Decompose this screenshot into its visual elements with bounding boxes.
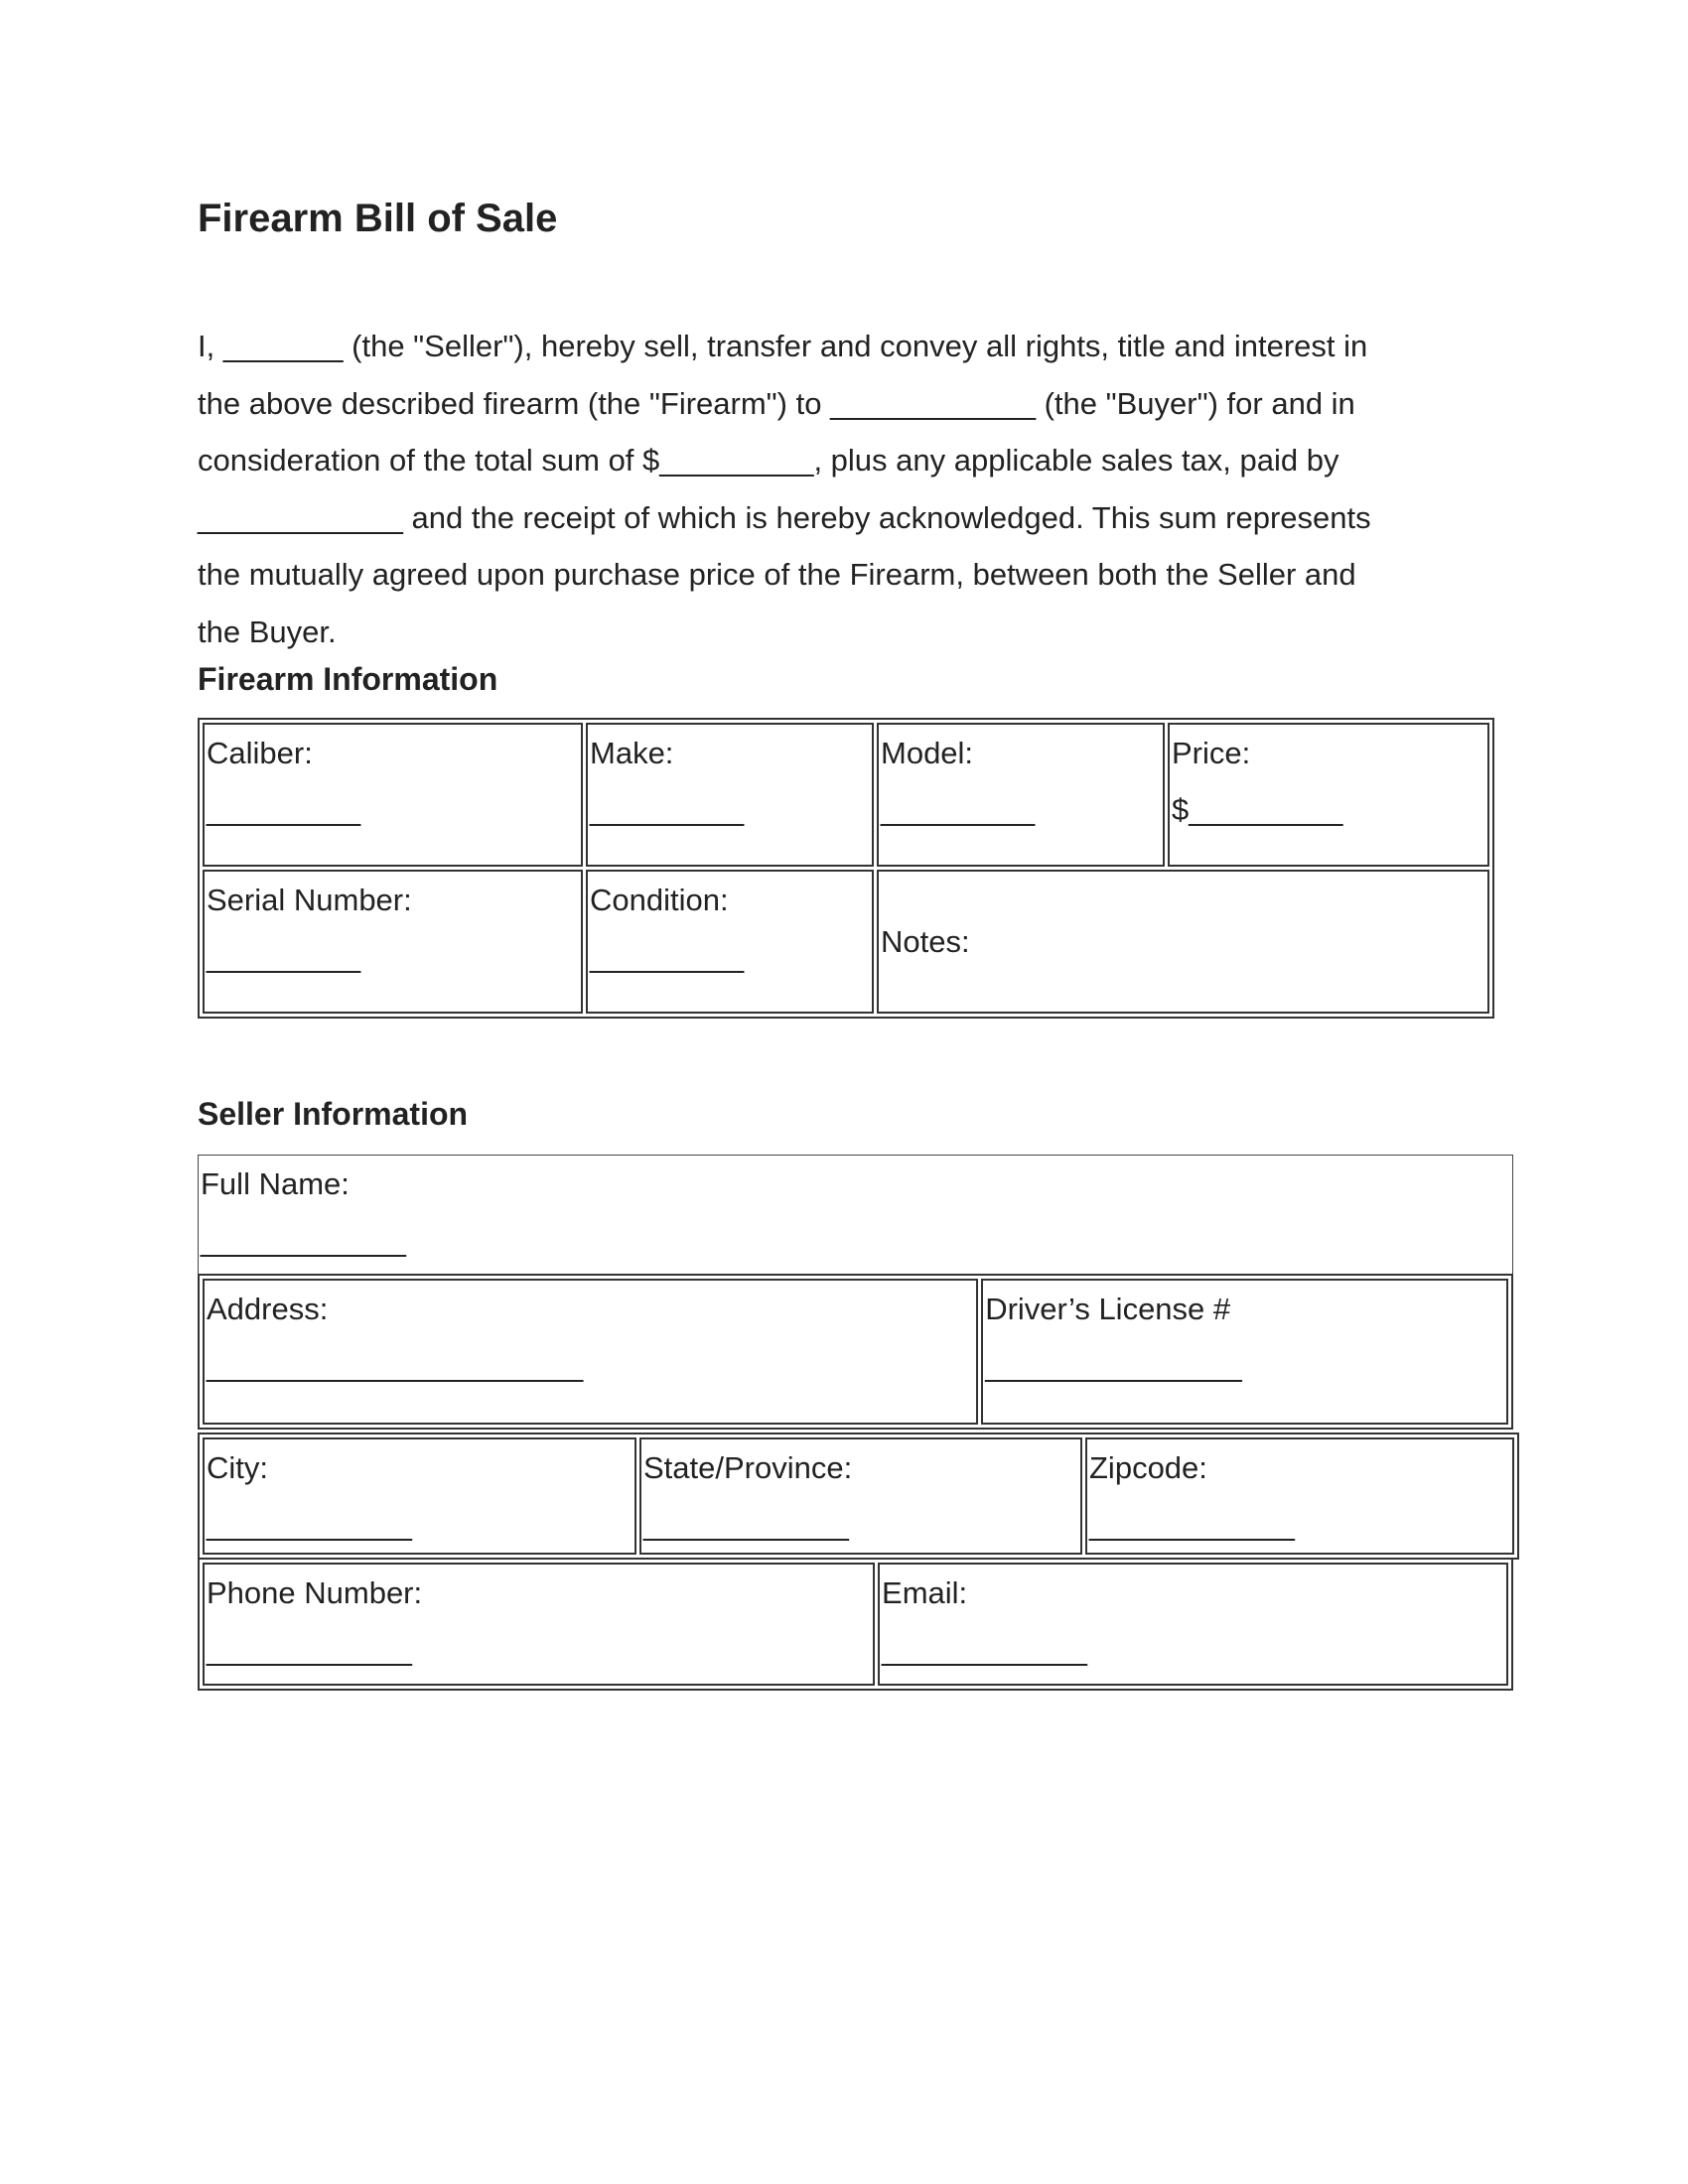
email-label: Email: <box>882 1575 968 1610</box>
condition-cell[interactable] <box>586 870 874 1014</box>
intro-paragraph <box>198 318 1508 660</box>
address-table <box>198 1274 1513 1430</box>
intro-line: the mutually agreed upon purchase price of the Firearm, between both the Seller and <box>198 557 1356 592</box>
address-blank[interactable]: ______________________ <box>207 1348 584 1383</box>
caliber-blank[interactable]: _________ <box>207 792 361 827</box>
city-cell[interactable] <box>203 1437 636 1555</box>
zipcode-label: Zipcode: <box>1089 1450 1207 1485</box>
caliber-cell[interactable] <box>203 723 583 867</box>
drivers-license-label: Driver’s License # <box>985 1292 1231 1326</box>
model-cell[interactable] <box>877 723 1165 867</box>
contact-table <box>198 1558 1513 1691</box>
address-label: Address: <box>207 1292 329 1326</box>
state-province-blank[interactable]: ____________ <box>643 1507 849 1542</box>
condition-blank[interactable]: _________ <box>590 939 745 974</box>
intro-line: I, _______ (the "Seller"), hereby sell, transfer and convey all rights, title and interest in <box>198 329 1368 363</box>
serial-number-cell[interactable] <box>203 870 583 1014</box>
email-blank[interactable]: ____________ <box>882 1632 1087 1667</box>
model-blank[interactable]: _________ <box>881 792 1036 827</box>
firearm-information-table <box>198 718 1494 1019</box>
seller-information-heading: Seller Information <box>198 1096 469 1132</box>
intro-line: the Buyer. <box>198 614 337 649</box>
city-label: City: <box>207 1450 268 1485</box>
address-cell[interactable] <box>203 1279 978 1425</box>
intro-line: consideration of the total sum of $_________, plus any applicable sales tax, paid by <box>198 443 1339 478</box>
intro-line: the above described firearm (the "Firearm") to ____________ (the "Buyer") for and in <box>198 385 1355 421</box>
document-title: Firearm Bill of Sale <box>198 197 558 240</box>
caliber-label: Caliber: <box>207 736 313 770</box>
location-table <box>198 1433 1519 1560</box>
full-name-box[interactable] <box>198 1155 1513 1275</box>
drivers-license-cell[interactable] <box>981 1279 1508 1425</box>
state-province-label: State/Province: <box>643 1450 853 1485</box>
price-cell[interactable] <box>1168 723 1489 867</box>
drivers-license-blank[interactable]: _______________ <box>985 1348 1242 1383</box>
zipcode-cell[interactable] <box>1085 1437 1514 1555</box>
zipcode-blank[interactable]: ____________ <box>1089 1507 1295 1542</box>
price-label: Price: <box>1172 736 1251 770</box>
full-name-label: Full Name: <box>201 1166 350 1201</box>
full-name-blank[interactable]: ____________ <box>201 1223 406 1258</box>
condition-label: Condition: <box>590 883 729 917</box>
email-cell[interactable] <box>878 1563 1508 1686</box>
price-blank[interactable]: $_________ <box>1172 792 1343 827</box>
model-label: Model: <box>881 736 974 770</box>
firearm-information-heading: Firearm Information <box>198 661 498 697</box>
phone-number-blank[interactable]: ____________ <box>207 1632 412 1667</box>
make-label: Make: <box>590 736 674 770</box>
notes-label: Notes: <box>881 924 970 959</box>
serial-number-label: Serial Number: <box>207 883 412 917</box>
serial-number-blank[interactable]: _________ <box>207 939 361 974</box>
state-province-cell[interactable] <box>639 1437 1082 1555</box>
make-cell[interactable] <box>586 723 874 867</box>
intro-line: ____________ and the receipt of which is hereby acknowledged. This sum represents <box>198 499 1371 535</box>
phone-number-label: Phone Number: <box>207 1575 423 1610</box>
city-blank[interactable]: ____________ <box>207 1507 412 1542</box>
make-blank[interactable]: _________ <box>590 792 745 827</box>
notes-cell[interactable] <box>877 870 1489 1014</box>
phone-number-cell[interactable] <box>203 1563 875 1686</box>
